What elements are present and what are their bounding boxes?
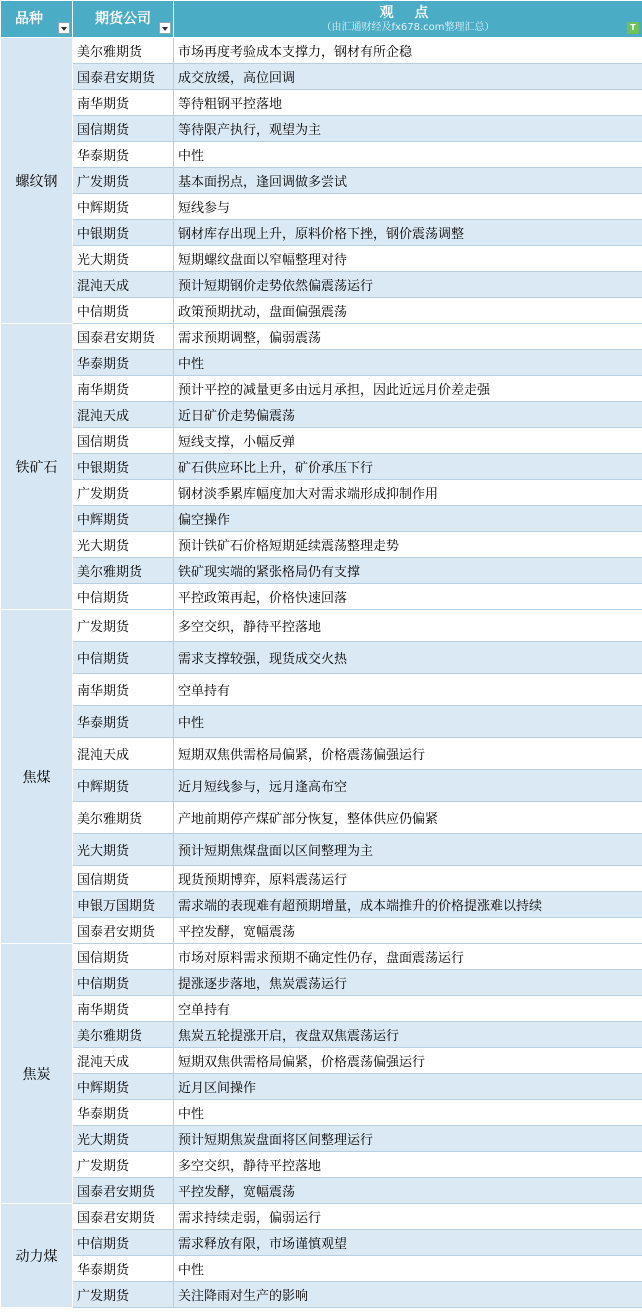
table-row	[1, 1256, 642, 1282]
header-view-subtitle: （由汇通财经及fx678.com整理汇总）	[321, 22, 495, 33]
company-cell: 国信期货	[73, 116, 174, 142]
table-row	[1, 1178, 642, 1204]
company-cell: 国泰君安期货	[73, 64, 174, 90]
table-row	[1, 770, 642, 802]
table-row	[1, 454, 642, 480]
view-cell: 焦炭五轮提涨开启，夜盘双焦震荡运行	[174, 1022, 642, 1048]
view-cell: 钢材淡季累库幅度加大对需求端形成抑制作用	[174, 480, 642, 506]
table-row	[1, 674, 642, 706]
view-cell: 提涨逐步落地，焦炭震荡运行	[174, 970, 642, 996]
company-cell: 混沌天成	[73, 402, 174, 428]
company-cell: 中辉期货	[73, 194, 174, 220]
company-cell: 华泰期货	[73, 350, 174, 376]
company-cell: 光大期货	[73, 246, 174, 272]
company-cell: 华泰期货	[73, 1100, 174, 1126]
view-cell: 中性	[174, 350, 642, 376]
table-row	[1, 1048, 642, 1074]
company-cell: 光大期货	[73, 532, 174, 558]
table-row	[1, 1152, 642, 1178]
filter-dropdown-icon[interactable]	[159, 22, 171, 34]
table-row	[1, 1100, 642, 1126]
view-cell: 中性	[174, 1256, 642, 1282]
view-cell: 需求预期调整，偏弱震荡	[174, 324, 642, 350]
view-cell: 多空交织，静待平控落地	[174, 610, 642, 642]
view-cell: 短线参与	[174, 194, 642, 220]
table-row	[1, 272, 642, 298]
company-cell: 中辉期货	[73, 770, 174, 802]
view-cell: 预计短期焦煤盘面以区间整理为主	[174, 834, 642, 866]
view-cell: 短期螺纹盘面以窄幅整理对待	[174, 246, 642, 272]
table-row	[1, 1230, 642, 1256]
company-cell: 光大期货	[73, 1126, 174, 1152]
view-cell: 中性	[174, 706, 642, 738]
table-row	[1, 1204, 642, 1230]
table-row	[1, 918, 642, 944]
view-cell: 多空交织，静待平控落地	[174, 1152, 642, 1178]
header-view	[174, 1, 642, 38]
category-cell: 动力煤	[1, 1204, 73, 1308]
company-cell: 国信期货	[73, 866, 174, 892]
view-cell: 预计短期焦炭盘面将区间整理运行	[174, 1126, 642, 1152]
table-row	[1, 246, 642, 272]
table-row	[1, 506, 642, 532]
table-row	[1, 1022, 642, 1048]
company-cell: 国泰君安期货	[73, 1204, 174, 1230]
company-cell: 广发期货	[73, 610, 174, 642]
view-cell: 短期双焦供需格局偏紧，价格震荡偏强运行	[174, 738, 642, 770]
view-cell: 平控发酵，宽幅震荡	[174, 918, 642, 944]
company-cell: 国泰君安期货	[73, 918, 174, 944]
view-cell: 偏空操作	[174, 506, 642, 532]
company-cell: 申银万国期货	[73, 892, 174, 918]
company-cell: 中信期货	[73, 1230, 174, 1256]
company-cell: 南华期货	[73, 376, 174, 402]
view-cell: 成交放缓，高位回调	[174, 64, 642, 90]
table-row	[1, 738, 642, 770]
view-cell: 近月短线参与，远月逢高布空	[174, 770, 642, 802]
table-row	[1, 532, 642, 558]
view-cell: 短线支撑，小幅反弹	[174, 428, 642, 454]
company-cell: 美尔雅期货	[73, 802, 174, 834]
company-cell: 美尔雅期货	[73, 1022, 174, 1048]
view-cell: 短期双焦供需格局偏紧，价格震荡偏强运行	[174, 1048, 642, 1074]
company-cell: 华泰期货	[73, 142, 174, 168]
view-cell: 近月区间操作	[174, 1074, 642, 1100]
view-cell: 需求端的表现难有超预期增量，成本端推升的价格提涨难以持续	[174, 892, 642, 918]
table-row	[1, 194, 642, 220]
table-row	[1, 866, 642, 892]
header-view-title: 观 点	[379, 5, 437, 21]
table-row	[1, 558, 642, 584]
header-category	[1, 1, 73, 38]
view-cell: 铁矿现实端的紧张格局仍有支撑	[174, 558, 642, 584]
table-row	[1, 324, 642, 350]
view-cell: 预计平控的减量更多由远月承担，因此近远月价差走强	[174, 376, 642, 402]
table-row	[1, 642, 642, 674]
company-cell: 广发期货	[73, 1152, 174, 1178]
table-row	[1, 116, 642, 142]
category-cell: 铁矿石	[1, 324, 73, 610]
view-cell: 市场对原料需求预期不确定性仍存，盘面震荡运行	[174, 944, 642, 970]
view-cell: 平控发酵，宽幅震荡	[174, 1178, 642, 1204]
table-row	[1, 584, 642, 610]
company-cell: 混沌天成	[73, 272, 174, 298]
table-row	[1, 168, 642, 194]
company-cell: 混沌天成	[73, 1048, 174, 1074]
company-cell: 南华期货	[73, 90, 174, 116]
view-cell: 需求持续走弱，偏弱运行	[174, 1204, 642, 1230]
company-cell: 中信期货	[73, 970, 174, 996]
company-cell: 南华期货	[73, 674, 174, 706]
table-row	[1, 428, 642, 454]
view-cell: 等待限产执行，观望为主	[174, 116, 642, 142]
company-cell: 中信期货	[73, 642, 174, 674]
view-cell: 近日矿价走势偏震荡	[174, 402, 642, 428]
view-cell: 产地前期停产煤矿部分恢复，整体供应仍偏紧	[174, 802, 642, 834]
view-cell: 关注降雨对生产的影响	[174, 1282, 642, 1308]
table-row	[1, 376, 642, 402]
company-cell: 混沌天成	[73, 738, 174, 770]
company-cell: 广发期货	[73, 168, 174, 194]
table-row	[1, 610, 642, 642]
table-row	[1, 944, 642, 970]
view-cell: 政策预期扰动，盘面偏强震荡	[174, 298, 642, 324]
view-cell: 矿石供应环比上升，矿价承压下行	[174, 454, 642, 480]
category-cell: 螺纹钢	[1, 38, 73, 324]
company-cell: 中银期货	[73, 454, 174, 480]
view-cell: 预计铁矿石价格短期延续震荡整理走势	[174, 532, 642, 558]
table-row	[1, 142, 642, 168]
company-cell: 中银期货	[73, 220, 174, 246]
table-row	[1, 480, 642, 506]
table-row	[1, 1126, 642, 1152]
table-row	[1, 90, 642, 116]
view-cell: 等待粗钢平控落地	[174, 90, 642, 116]
table-row	[1, 706, 642, 738]
company-cell: 华泰期货	[73, 706, 174, 738]
view-cell: 平控政策再起，价格快速回落	[174, 584, 642, 610]
table-row	[1, 1282, 642, 1308]
company-cell: 中信期货	[73, 584, 174, 610]
company-cell: 光大期货	[73, 834, 174, 866]
company-cell: 国信期货	[73, 944, 174, 970]
table-row	[1, 1074, 642, 1100]
company-cell: 华泰期货	[73, 1256, 174, 1282]
company-cell: 广发期货	[73, 1282, 174, 1308]
table-row	[1, 892, 642, 918]
header-company-label: 期货公司	[95, 11, 151, 27]
filter-active-icon[interactable]: T	[627, 22, 639, 34]
table-row	[1, 996, 642, 1022]
company-cell: 国泰君安期货	[73, 1178, 174, 1204]
company-cell: 美尔雅期货	[73, 38, 174, 64]
header-category-label: 品种	[15, 11, 43, 27]
table-row	[1, 970, 642, 996]
view-cell: 预计短期钢价走势依然偏震荡运行	[174, 272, 642, 298]
table-row	[1, 220, 642, 246]
company-cell: 美尔雅期货	[73, 558, 174, 584]
view-cell: 需求支撑较强，现货成交火热	[174, 642, 642, 674]
company-cell: 中辉期货	[73, 1074, 174, 1100]
company-cell: 国泰君安期货	[73, 324, 174, 350]
table-row	[1, 350, 642, 376]
company-cell: 中信期货	[73, 298, 174, 324]
view-cell: 空单持有	[174, 996, 642, 1022]
table-row	[1, 298, 642, 324]
company-cell: 广发期货	[73, 480, 174, 506]
header-company	[73, 1, 174, 38]
table-row	[1, 38, 642, 64]
view-cell: 基本面拐点，逢回调做多尝试	[174, 168, 642, 194]
filter-dropdown-icon[interactable]	[58, 22, 70, 34]
view-cell: 需求释放有限，市场谨慎观望	[174, 1230, 642, 1256]
view-cell: 中性	[174, 1100, 642, 1126]
company-cell: 中辉期货	[73, 506, 174, 532]
view-cell: 市场再度考验成本支撑力，钢材有所企稳	[174, 38, 642, 64]
view-cell: 中性	[174, 142, 642, 168]
view-cell: 现货预期博弈，原料震荡运行	[174, 866, 642, 892]
table-row	[1, 802, 642, 834]
table-row	[1, 402, 642, 428]
view-cell: 钢材库存出现上升，原料价格下挫，钢价震荡调整	[174, 220, 642, 246]
category-cell: 焦炭	[1, 944, 73, 1204]
table-row	[1, 64, 642, 90]
table-body	[1, 38, 642, 1308]
category-cell: 焦煤	[1, 610, 73, 944]
header-row	[1, 1, 642, 38]
view-cell: 空单持有	[174, 674, 642, 706]
company-cell: 国信期货	[73, 428, 174, 454]
company-cell: 南华期货	[73, 996, 174, 1022]
table-row	[1, 834, 642, 866]
